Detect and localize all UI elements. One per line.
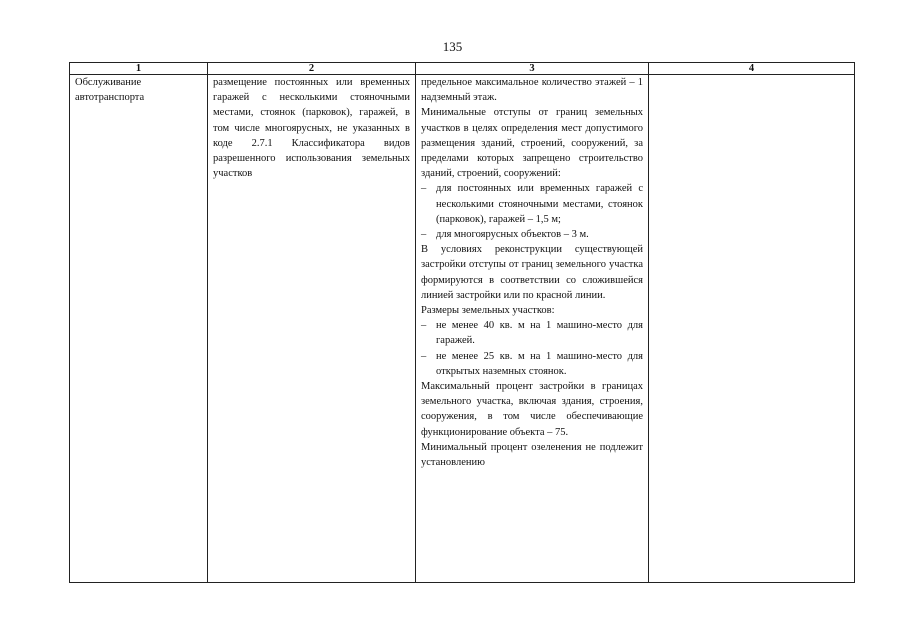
land-use-type-cell [70, 75, 208, 583]
list-item [421, 181, 643, 227]
column-header-2: 2 [208, 63, 416, 75]
dash-bullet: – [421, 320, 427, 332]
column-header-3: 3 [416, 63, 649, 75]
parameters-cell [416, 75, 649, 583]
column-header-4: 4 [649, 63, 855, 75]
setback-garages-text: для постоянных или временных гаражей с несколькими стояночными местами, стоянок (парковок), гаражей – 1,5 м; [436, 183, 643, 225]
land-use-description-cell [208, 75, 416, 583]
plot-size-parking-text: не менее 25 кв. м на 1 машино-место для открытых наземных стоянок. [436, 350, 643, 377]
setback-multilevel-text: для многоярусных объектов – 3 м. [436, 229, 589, 241]
list-item [421, 349, 643, 379]
page-number: 135 [442, 39, 463, 54]
dash-bullet: – [421, 183, 427, 195]
max-floors-text: предельное максимальное количество этажей – 1 надземный этаж. [421, 77, 643, 104]
land-use-description: размещение постоянных или временных гаражей с несколькими стояночными местами, стоянок (парковок), гаражей, в том числе многоярусных, не указанных в коде 2.7.1 Классификатора видов разрешенного использования земельных участков [213, 77, 410, 180]
max-coverage-text: Максимальный процент застройки в границах земельного участка, включая здания, строения, сооружения, в том числе обеспечивающие функционирование объекта – 75. [421, 381, 643, 438]
regulations-table [69, 62, 855, 583]
column-header-1: 1 [70, 63, 208, 75]
list-item [421, 227, 643, 242]
list-item [421, 318, 643, 348]
header-row [70, 63, 855, 75]
land-use-type: Обслуживание автотранспорта [75, 77, 145, 104]
plot-sizes-heading: Размеры земельных участков: [421, 305, 555, 317]
table-row [70, 75, 855, 583]
dash-bullet: – [421, 350, 427, 362]
plot-size-garages-text: не менее 40 кв. м на 1 машино-место для гаражей. [436, 320, 643, 347]
notes-cell [649, 75, 855, 583]
setbacks-text: Минимальные отступы от границ земельных участков в целях определения мест допустимого размещения зданий, строений, сооружений, за пределами которых запрещено строительство зданий, строений, сооружений: [421, 107, 643, 180]
min-landscaping-text: Минимальный процент озеленения не подлежит установлению [421, 441, 643, 469]
dash-bullet: – [421, 229, 427, 241]
reconstruction-text: В условиях реконструкции существующей застройки отступы от границ земельного участка формируются в соответствии со сложившейся линией застройки или по красной линии. [421, 244, 643, 301]
